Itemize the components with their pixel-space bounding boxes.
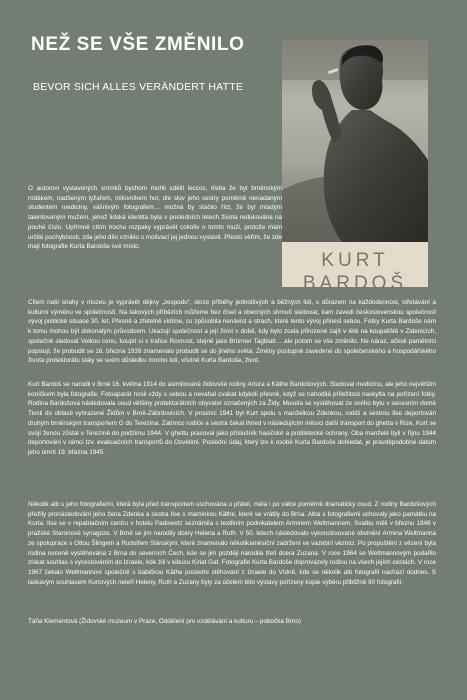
name-plate: [282, 242, 428, 294]
body-paragraph-2: Kurt Bardoš se narodil v Brně 16. května 1914 do asimilované židovské rodiny Artura a Käthe Bardošových. Studoval medicínu, ale jeho největším koníčkem byla fotografie. Fotoaparát nosil vždy s sebou a nevahal cvakat kdykoli přesně, když se nahodilá příležitost naskytla na pořízení fotky. Rodina Bardošova následovala osud většiny protektorátních obyvatel označených za Židy. Musela se vystěhovat ze svého bytu v secesním domě Tivoli do oblasti vyhrazené Židům v Brně-Zábrdovicích. V prosinci 1941 byl Kurt spolu s manželkou Zdenkou, rodiči a sestrou Ilse deportován druhým brněnským transportem G do Terezína. Zatímco rodiče a sestra čekal ihned v následujícím měsíci další transport do ghetta v Rize, Kurt se svojí ženou zůstal v Terezíně do podzimu 1944. V ghettu pracoval jako příslušník hasičské a protiletecké ochrany. Oba manželé byli v říjnu 1944 deportováni v rámci tzv. evakuačních transportů do Osvětimi. Poslední údaj, který lze k osobě Kurta Bardoše dohledat, je pravděpodobné datum jeho úmrtí 19. března 1945.: [28, 381, 436, 456]
body-paragraph-3: Několik alb s jeho fotografiemi, která byla před transportem uschována u přátel, měla i po válce poměrně dramatický osud. Z rodiny Bardošových přežily pronásledování jeho žena Zdenka a sestra Ilse s maminkou Käthe, které se vrátily do Brna. Alba s fotografiemi uchovaly jako památku na Kurta. Ilse se v repatriačním centru v hotelu Padowetz seznámila s textilním podnikatelem Arminem Weltmannem. Svatbu měli v březnu 1946 v pražské Staronové synagoze. V Brně se jim narodily dcery Helena a Ruth. V 50. letech následovalo vykonstruované obvinění Armina Weltmanna ze spolupráce s Ottou Šlingem a Rudolfem Slánským, které znamenalo několikaměsíční zadržení ve vazební věznici. Po propuštění z vězení byla rodina nuceně vystěhována z Brna do severních Čech, kde se jim později narodila třetí dcera Zuzana. V roce 1964 se Weltmannovým podařilo získat souhlas s vycestováním do Izraele, kde žili v kibucu Kiriat Gat. Fotografie Kurta Bardoše doprovázely rodinu na všech jejích cestách. V roce 1967 čekalo Weltmannovi společně s babičkou Käthe poslední stěhování z Izraele do Vídně, kde se několik alb fotografií nachází dodnes. S laskavým souhlasem Kurtových neteří Heleny, Ruth a Zuzany byly za účelem této výstavy pořízeny kopie výběru přibližně 80 fotografií.: [28, 501, 436, 586]
last-name: BARDOŠ: [302, 273, 408, 294]
author-credit: Táňa Klementová (Židovské muzeum v Praze, Oddělení pro vzdělávání a kulturu – pobočka Brno): [28, 618, 302, 625]
portrait-photo: [282, 40, 428, 242]
poster-title: NEŽ SE VŠE ZMĚNILO: [31, 34, 245, 55]
first-name: KURT: [321, 250, 389, 271]
intro-paragraph: O autorovi vystavených snímků bychom mohli sdělit leccos, třeba že byl brněnským rodákem, nadšeným lyžařem, milovníkem hor, dle slov jeho sestry poměrně nenadaným studentem medicíny, vášnivým fotografem… možná by stačilo říct, že byl mladým talentovaným mužem, jehož lidská identita byla v posledních letech života redukována na pouhé číslo. Upřímně cítím trochu rozpaky vyprávět cokoliv o tomto muži, protože mám určité pochybnosti, zda jeho dílo vzniklo s motivací jej jednou vystavit. Přesto věřím, že zde mají fotografie Kurta Bardoše své místo.: [28, 185, 282, 251]
poster-subtitle: BEVOR SICH ALLES VERÄNDERT HATTE: [33, 81, 244, 93]
body-paragraph-1: Cílem naší snahy v muzeu je vyprávět dějiny „zespodu“, skrze příběhy jednotlivých a běžných lidí, s důrazem na každodennost, střetávání a kulturní výměnu ve společnosti. Na takových příbězích můžeme bez čísel a obecných shrnutí sledovat, kam zavedl československou společnost vývoj politické situace 30. let. Přesně a zřetelně vidíme, co způsobila nenávist a strach, které tento vývoj přinesl sebou. Fotky Kurta Bardoše nám k tomu mohou být dokonalým průvodcem. Ukazují společnost a její život v době, kdy bylo zcela přirozené zajít v létě na koupaliště v Zidenicích, společně sledovat Velkou cenu, koupit si v trafice Rovnost, stejně jako Brünner Tagblatt… ale potom se vše změnilo. Ne náraz, ačkoli pamětníci popisují, že probudit se 16. března 1939 znamenalo probudit se do jiného světa. Změny postupně zavedené do společenského a hospodářského života protektorátu stály ve svém důsledku mnoho lidí, včetně Kurta Bardoše, život.: [28, 299, 436, 365]
